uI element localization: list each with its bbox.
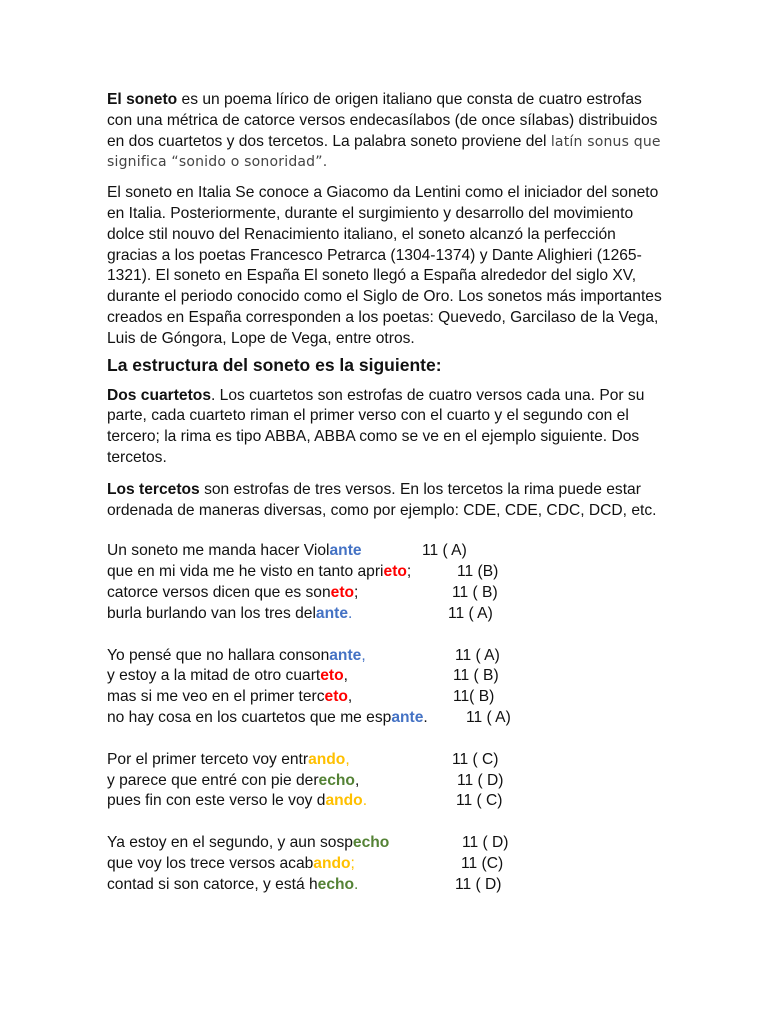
verse-lead: Un soneto me manda hacer Viol xyxy=(107,542,330,560)
cuartetos-text: . Los cuartetos son estrofas de cuatro versos cada una. Por su parte, cada cuarteto riman el primer verso con el cuarto y el segundo con el tercero; la rima es tipo ABBA, ABBA como se ve en el ejemplo siguiente. Dos tercetos. xyxy=(107,386,645,466)
meter-label: 11 ( B) xyxy=(453,667,499,685)
verse-punctuation: , xyxy=(354,771,360,789)
verse-punctuation: , xyxy=(361,646,366,664)
verse-text xyxy=(107,583,358,604)
verse-lead: Por el primer terceto voy entr xyxy=(107,750,309,768)
poem-line xyxy=(107,854,667,875)
tercetos-paragraph xyxy=(107,480,667,522)
poem-line xyxy=(107,708,667,729)
stanza-3 xyxy=(107,750,667,812)
verse-text xyxy=(107,875,358,896)
rhyme-ending: eto xyxy=(324,688,348,706)
verse-punctuation: , xyxy=(345,750,350,768)
meter-label: 11 ( C) xyxy=(452,750,499,768)
verse-lead: pues fin con este verso le voy d xyxy=(107,792,326,810)
sonnet-poem xyxy=(107,541,667,895)
rhyme-ending: echo xyxy=(317,875,355,893)
verse-punctuation: , xyxy=(343,667,348,685)
meter-label: 11 ( A) xyxy=(448,604,493,622)
verse-text xyxy=(107,646,366,667)
tercetos-text: son estrofas de tres versos. En los tercetos la rima puede estar ordenada de maneras diversas, como por ejemplo: CDE, CDE, CDC, DCD, etc. xyxy=(107,480,657,519)
verse-punctuation: . xyxy=(362,792,368,810)
term-soneto: El soneto xyxy=(107,91,178,108)
verse-text xyxy=(107,854,355,875)
intro-text: es un poema lírico de origen italiano que consta de cuatro estrofas con una métrica de catorce versos endecasílabos (de once sílabas) distribuidos en dos cuartetos y dos tercetos. La palabra soneto proviene del xyxy=(107,91,658,150)
verse-lead: y estoy a la mitad de otro cuart xyxy=(107,667,321,685)
stanza-1 xyxy=(107,541,667,624)
rhyme-ending: ante xyxy=(329,646,362,664)
rhyme-ending: ando xyxy=(308,750,346,768)
meter-label: 11 ( C) xyxy=(456,792,503,810)
meter-label: 11 (B) xyxy=(457,563,499,581)
poem-line xyxy=(107,666,667,687)
verse-text xyxy=(107,562,411,583)
history-paragraph: El soneto en Italia Se conoce a Giacomo da Lentini como el iniciador del soneto en Italia. Posteriormente, durante el surgimiento y desarrollo del movimiento dolce stil nouvo del Renacimiento italiano, el soneto alcanzó la perfección gracias a los poetas Francesco Petrarca (1304-1374) y Dante Alighieri (1265- 1321). El soneto en España El soneto llegó a España alrededor del siglo XV, durante el periodo conocido como el Siglo de Oro. Los sonetos más importantes creados en España corresponden a los poetas: Quevedo, Garcilaso de la Vega, Luis de Góngora, Lope de Vega, entre otros. xyxy=(107,184,662,347)
verse-text xyxy=(107,604,352,625)
verse-punctuation: . xyxy=(423,708,428,726)
poem-line xyxy=(107,833,667,854)
rhyme-ending: ante xyxy=(329,542,362,560)
verse-lead: contad si son catorce, y está h xyxy=(107,875,318,893)
rhyme-ending: ante xyxy=(391,708,424,726)
document-page xyxy=(107,90,667,917)
cuartetos-paragraph xyxy=(107,386,667,469)
verse-lead: burla burlando van los tres del xyxy=(107,604,316,622)
meter-label: 11 ( D) xyxy=(462,834,509,852)
rhyme-ending: ante xyxy=(315,604,348,622)
rhyme-ending: ando xyxy=(325,792,363,810)
verse-text xyxy=(107,771,359,792)
rhyme-ending: ando xyxy=(313,854,351,872)
verse-lead: Ya estoy en el segundo, y aun sosp xyxy=(107,834,353,852)
term-tercetos: Los tercetos xyxy=(107,480,200,498)
verse-punctuation: . xyxy=(354,875,359,893)
verse-text xyxy=(107,666,348,687)
poem-line xyxy=(107,646,667,667)
poem-line xyxy=(107,562,667,583)
verse-text xyxy=(107,708,428,729)
verse-text xyxy=(107,833,389,854)
poem-line xyxy=(107,541,667,562)
verse-text xyxy=(107,687,352,708)
stanza-4 xyxy=(107,833,667,895)
structure-heading: La estructura del soneto es la siguiente: xyxy=(107,354,442,375)
verse-lead: que en mi vida me he visto en tanto apri xyxy=(107,563,384,581)
poem-line xyxy=(107,875,667,896)
verse-punctuation: ; xyxy=(406,563,412,581)
verse-lead: no hay cosa en los cuartetos que me esp xyxy=(107,708,392,726)
poem-line xyxy=(107,771,667,792)
verse-punctuation: ; xyxy=(354,583,359,601)
stanza-2 xyxy=(107,646,667,729)
verse-text xyxy=(107,541,362,562)
meter-label: 11 ( A) xyxy=(422,542,467,560)
rhyme-ending: eto xyxy=(330,583,355,601)
intro-paragraph xyxy=(107,90,667,173)
verse-text xyxy=(107,750,350,771)
rhyme-ending: eto xyxy=(320,667,344,685)
verse-lead: y parece que entré con pie der xyxy=(107,771,319,789)
verse-lead: Yo pensé que no hallara conson xyxy=(107,646,330,664)
meter-label: 11 (C) xyxy=(461,854,504,872)
rhyme-ending: echo xyxy=(318,771,355,789)
meter-label: 11 ( A) xyxy=(455,646,500,664)
poem-line xyxy=(107,604,667,625)
meter-label: 11 ( D) xyxy=(455,875,502,893)
verse-punctuation: . xyxy=(348,604,353,622)
meter-label: 11 ( D) xyxy=(457,771,504,789)
poem-line xyxy=(107,791,667,812)
verse-lead: catorce versos dicen que es son xyxy=(107,583,331,601)
poem-line xyxy=(107,750,667,771)
meter-label: 11( B) xyxy=(453,688,495,706)
term-cuartetos: Dos cuartetos xyxy=(107,386,211,404)
verse-lead: mas si me veo en el primer terc xyxy=(107,688,325,706)
meter-label: 11 ( B) xyxy=(452,583,498,601)
latin-note: latín sonus que significa “sonido o sonoridad”. xyxy=(107,133,661,171)
poem-line xyxy=(107,687,667,708)
poem-line xyxy=(107,583,667,604)
verse-punctuation: ; xyxy=(350,854,355,872)
verse-text xyxy=(107,791,367,812)
verse-punctuation: , xyxy=(347,688,353,706)
rhyme-ending: eto xyxy=(383,563,407,581)
meter-label: 11 ( A) xyxy=(466,708,511,726)
rhyme-ending: echo xyxy=(352,834,390,852)
verse-lead: que voy los trece versos acab xyxy=(107,854,314,872)
